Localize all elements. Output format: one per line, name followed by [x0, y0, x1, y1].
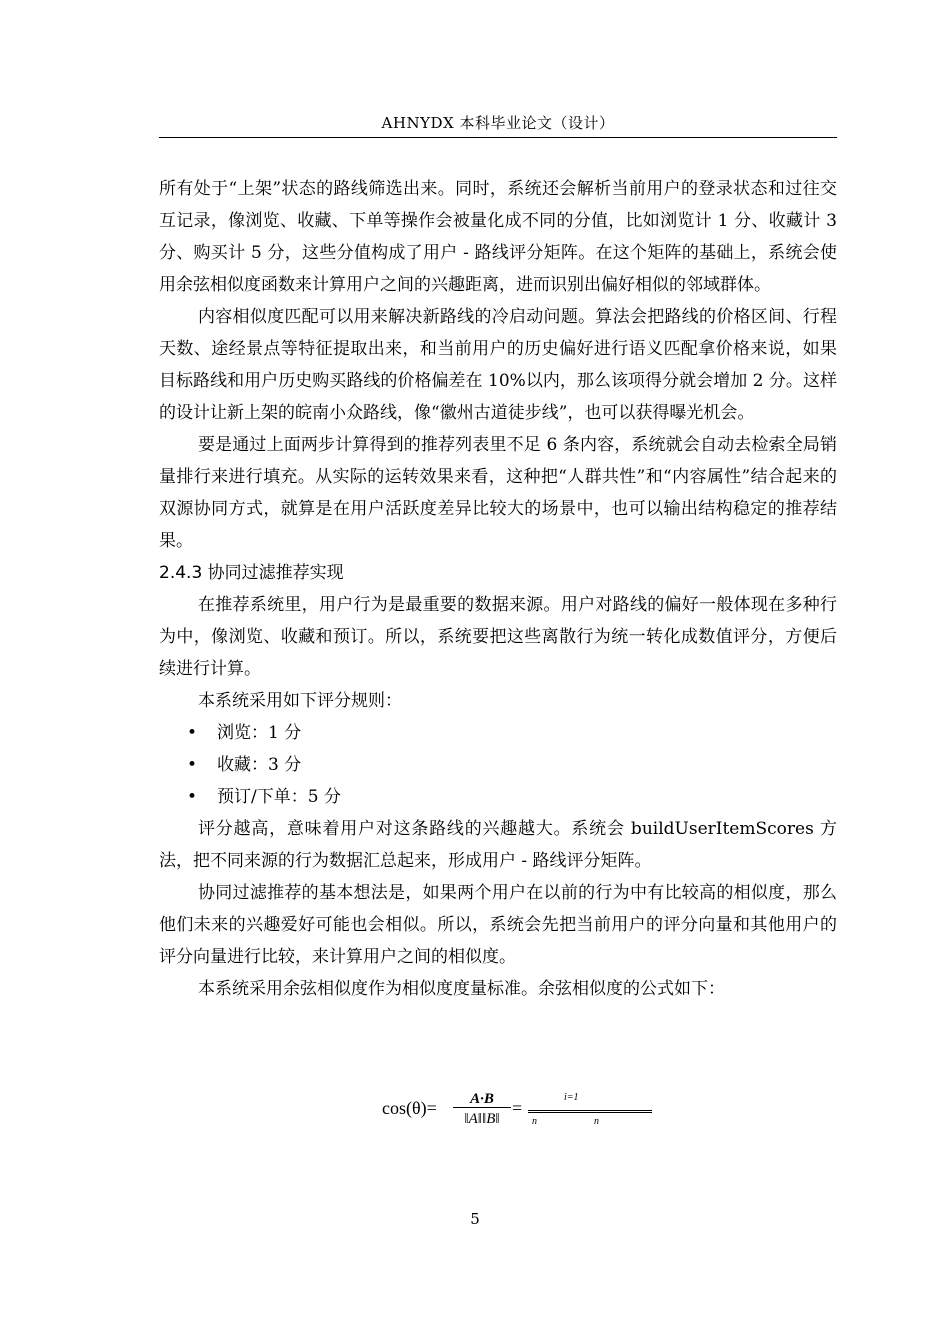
paragraph: 协同过滤推荐的基本想法是，如果两个用户在以前的行为中有比较高的相似度，那么他们未来的兴趣爱好可能也会相似。所以，系统会先把当前用户的评分向量和其他用户的评分向量进行比较，来计算用户之间的相似度。: [159, 883, 837, 967]
paragraph: 评分越高，意味着用户对这条路线的兴趣越大。系统会 buildUserItemScores 方法，把不同来源的行为数据汇总起来，形成用户 - 路线评分矩阵。: [159, 819, 837, 871]
paragraph: 本系统采用如下评分规则：: [198, 691, 402, 711]
section-heading: 2.4.3 协同过滤推荐实现: [159, 563, 344, 583]
list-item: [159, 749, 837, 781]
list-item: [159, 781, 837, 813]
fraction-bar: [453, 1107, 511, 1108]
list-item: [159, 717, 837, 749]
list-item-text: 预订/下单：5 分: [217, 787, 341, 807]
page-header: AHNYDX 本科毕业论文（设计）: [381, 114, 615, 132]
paragraph: 本系统采用余弦相似度作为相似度度量标准。余弦相似度的公式如下：: [198, 979, 725, 999]
fraction-bar: [528, 1112, 652, 1113]
paragraph: 内容相似度匹配可以用来解决新路线的冷启动问题。算法会把路线的价格区间、行程天数、途经景点等特征提取出来，和当前用户的历史偏好进行语义匹配拿价格来说，如果目标路线和用户历史购买路线的价格偏差在 10%以内，那么该项得分就会增加 2 分。这样的设计让新上架的皖南小众路线，像“徽州古道徒步线”，也可以获得曝光机会。: [159, 307, 837, 423]
root-index: n: [594, 1116, 599, 1127]
fraction-bar: [528, 1110, 652, 1111]
formula-numerator: A·B: [470, 1091, 494, 1106]
root-index: n: [532, 1116, 537, 1127]
score-rules-list: [159, 717, 837, 813]
bullet-icon: •: [187, 723, 198, 743]
paragraph: 在推荐系统里，用户行为是最重要的数据来源。用户对路线的偏好一般体现在多种行为中，像浏览、收藏和预订。所以，系统要把这些离散行为统一转化成数值评分，方便后续进行计算。: [159, 595, 837, 679]
bullet-icon: •: [187, 787, 198, 807]
sum-index: i=1: [564, 1092, 579, 1103]
formula-equals: =: [512, 1098, 523, 1118]
formula-fraction: [453, 1090, 511, 1129]
formula-denominator: ‖A‖‖B‖: [464, 1111, 500, 1127]
header-rule: [159, 137, 837, 138]
formula-lhs: cos(θ)=: [382, 1098, 437, 1118]
page-number: 5: [470, 1210, 480, 1228]
list-item-text: 收藏：3 分: [217, 755, 302, 775]
paragraph: 所有处于“上架”状态的路线筛选出来。同时，系统还会解析当前用户的登录状态和过往交互记录，像浏览、收藏、下单等操作会被量化成不同的分值，比如浏览计 1 分、收藏计 3 分、购买计 5 分，这些分值构成了用户 - 路线评分矩阵。在这个矩阵的基础上，系统会使用余弦相似度函数来计算用户之间的兴趣距离，进而识别出偏好相似的邻域群体。: [159, 179, 837, 295]
paragraph: 要是通过上面两步计算得到的推荐列表里不足 6 条内容，系统就会自动去检索全局销量排行来进行填充。从实际的运转效果来看，这种把“人群共性”和“内容属性”结合起来的双源协同方式，就算是在用户活跃度差异比较大的场景中，也可以输出结构稳定的推荐结果。: [159, 435, 837, 551]
document-body: [159, 173, 837, 1005]
cosine-similarity-formula: [382, 1088, 672, 1132]
bullet-icon: •: [187, 755, 198, 775]
list-item-text: 浏览：1 分: [217, 723, 302, 743]
